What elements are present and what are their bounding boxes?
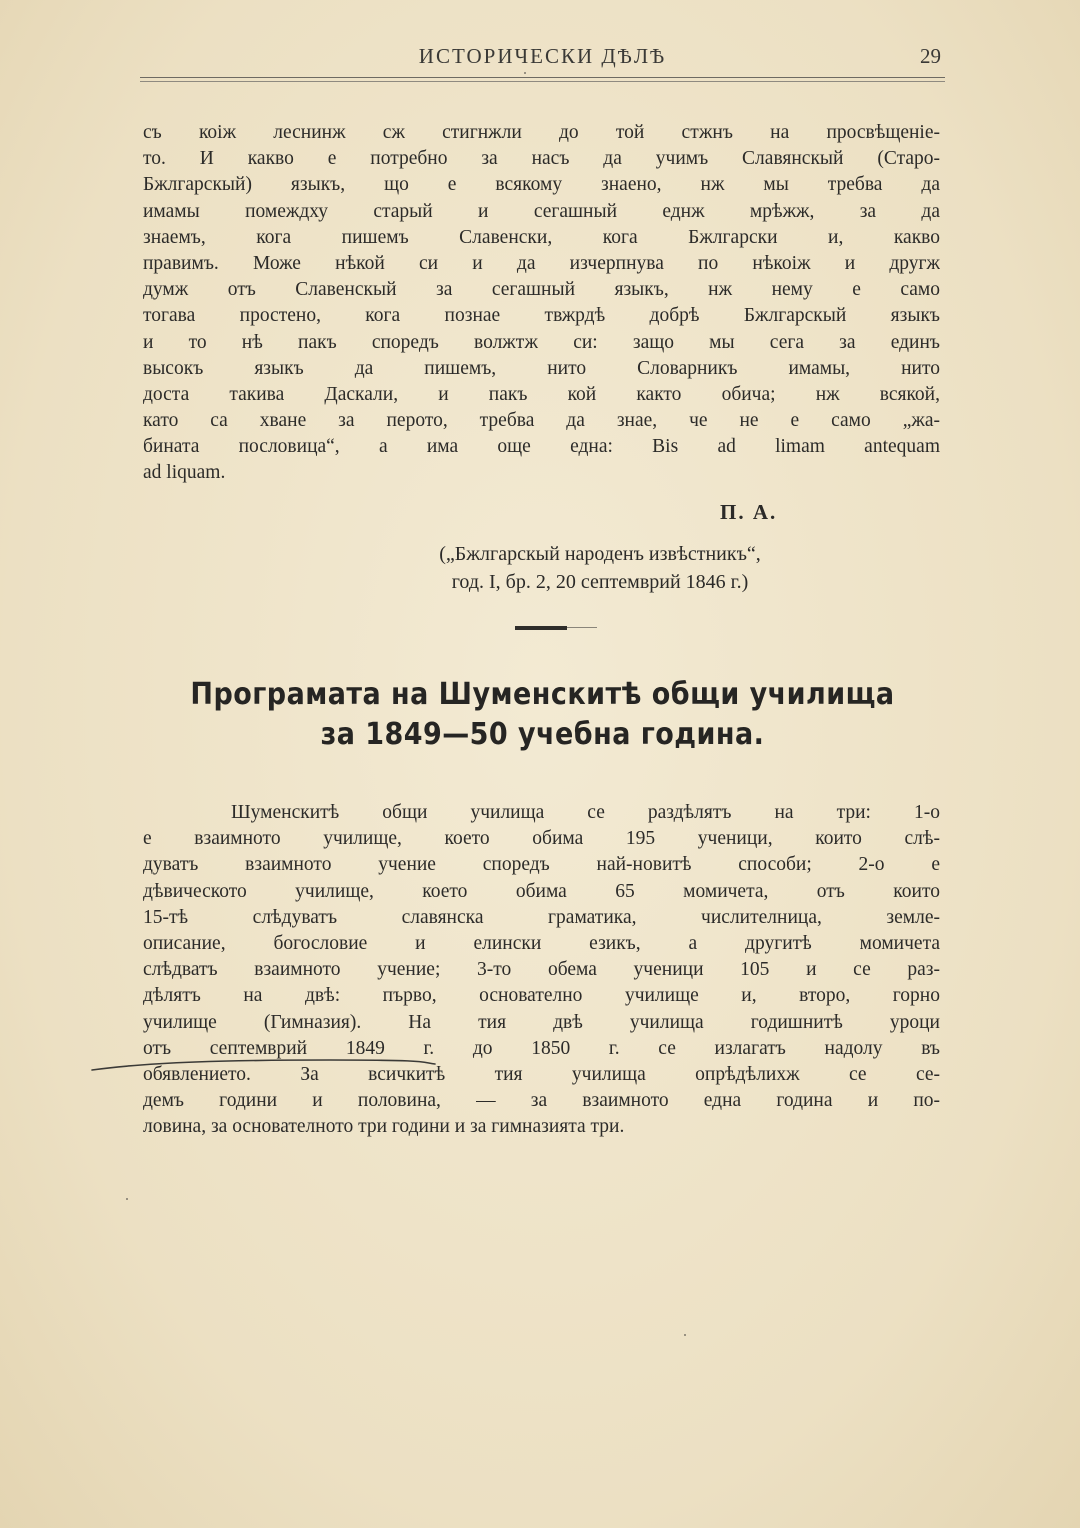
paper-speck xyxy=(126,1198,128,1200)
text-line: знаемъ, кога пишемъ Славенски, кога Бжлгарски и, какво xyxy=(143,226,940,248)
text-line: обявлението. За всичкитѣ тия училища опрѣдѣлихж се се- xyxy=(143,1063,940,1085)
text-line: е взаимното училище, което обима 195 ученици, които слѣ- xyxy=(143,828,940,850)
text-line: доста такива Даскали, и пакъ кой както обича; нж всякой, xyxy=(143,383,940,405)
section-divider-tail xyxy=(567,627,597,628)
text-line: думж отъ Славенскый за сегашный языкъ, нж нему е само xyxy=(143,279,940,301)
text-line: Шуменскитѣ общи училища се раздѣлятъ на три: 1-о xyxy=(231,802,940,823)
text-line: правимъ. Може нѣкой си и да изчерпнува по нѣкоіж и другж xyxy=(143,252,940,274)
header-rule xyxy=(140,77,945,78)
text-line: и то нѣ пакъ споредъ волжтж си: защо мы сега за единъ xyxy=(143,331,940,353)
header-rule-thin xyxy=(140,81,945,82)
text-line: училище (Гимназия). На тия двѣ училища годишнитѣ уроци xyxy=(143,1011,940,1033)
section-divider xyxy=(515,626,567,630)
text-line: демъ години и половина, — за взаимното една година и по- xyxy=(143,1090,940,1112)
text-line: высокъ языкъ да пишемъ, нито Словарникъ имамы, нито xyxy=(143,357,940,379)
page-header xyxy=(140,40,945,90)
source-citation xyxy=(340,540,860,596)
text-line: бината пословица“, а има още една: Bis ad limam antequam xyxy=(143,436,940,458)
text-line: Бжлгарскый) языкъ, що е всякому знаено, нж мы требва да xyxy=(143,174,940,196)
source-line: („Бжлгарскый народенъ извѣстникъ“, xyxy=(439,543,761,565)
article1-paragraph xyxy=(143,120,940,487)
page-number: 29 xyxy=(920,44,941,68)
text-line: 15-тѣ слѣдуватъ славянска граматика, числителница, земле- xyxy=(143,906,940,928)
text-line: като са хване за перото, требва да знае, че не е само „жа- xyxy=(143,410,940,432)
text-line: ad liquam. xyxy=(143,462,226,484)
text-line: съ коіж леснинж сж стигнжли до той стжнъ на просвѣщеніе- xyxy=(143,122,940,143)
pen-underline-mark xyxy=(90,1052,450,1082)
text-line: то. И какво е потребно за насъ да учимъ Славянскый (Старо- xyxy=(143,148,940,170)
article2-paragraph xyxy=(143,800,940,1140)
text-line: описание, богословие и елински езикъ, а другитѣ момичета xyxy=(143,932,940,954)
author-signature: П. А. xyxy=(720,500,778,524)
text-line: ловина, за основателното три години и за гимназията три. xyxy=(143,1116,625,1138)
text-line: слѣдватъ взаимното учение; 3-то обема ученици 105 и се раз- xyxy=(143,959,940,981)
text-line: тогава простено, кога познае твжрдѣ добрѣ Бжлгарскый языкъ xyxy=(143,305,940,327)
title-line: за 1849—50 учебна година. xyxy=(320,717,765,752)
source-line: год. I, бр. 2, 20 септемврий 1846 г.) xyxy=(451,571,749,593)
text-line: отъ септемврий 1849 г. до 1850 г. се излагатъ надолу въ xyxy=(143,1037,940,1059)
paper-speck xyxy=(684,1334,686,1336)
paper-speck xyxy=(524,72,526,74)
article-title xyxy=(180,675,905,755)
text-line: имамы помеждху старый и сегашный еднж мрѣжж, за да xyxy=(143,200,940,222)
text-line: дѣлятъ на двѣ: първо, основателно училище и, второ, горно xyxy=(143,985,940,1007)
running-head: ИСТОРИЧЕСКИ ДѢЛѢ xyxy=(418,44,667,68)
text-line: дуватъ взаимното учение споредъ най-новитѣ способи; 2-о е xyxy=(143,854,940,876)
title-line: Програмата на Шуменскитѣ общи училища xyxy=(190,677,895,712)
text-line: дѣвическото училище, което обима 65 момичета, отъ които xyxy=(143,880,940,902)
